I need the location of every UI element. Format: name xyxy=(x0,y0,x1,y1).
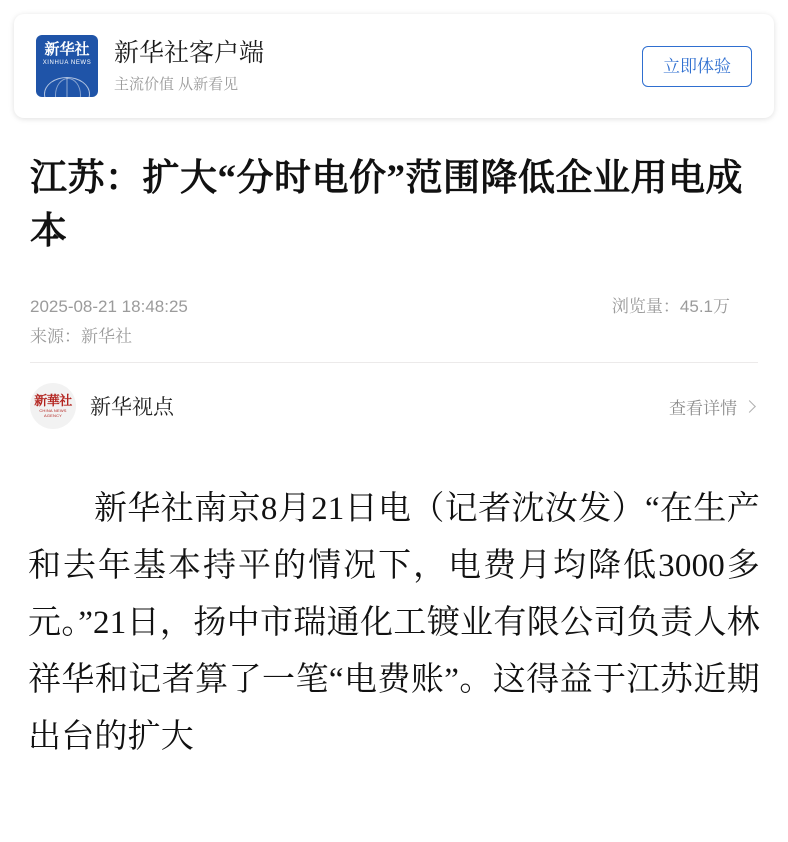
article-body xyxy=(28,481,760,766)
avatar-english-text: CHINA NEWS AGENCY xyxy=(39,408,67,418)
chevron-right-icon xyxy=(743,400,756,413)
views-label: 浏览量： xyxy=(611,297,680,316)
article-header xyxy=(0,118,788,363)
views-value: 45.1万 xyxy=(679,297,730,316)
globe-icon xyxy=(44,77,90,97)
logo-chinese-text: 新华社 xyxy=(44,41,90,58)
app-promo-banner[interactable] xyxy=(14,14,774,118)
logo-english-text: XINHUA NEWS xyxy=(42,60,92,66)
article-source xyxy=(30,322,188,352)
avatar xyxy=(30,383,76,429)
view-details-link[interactable] xyxy=(669,394,758,419)
article-meta-left xyxy=(30,292,188,352)
app-promo-texts xyxy=(114,37,642,95)
avatar-chinese-text: 新華社 xyxy=(34,393,72,408)
page-title: 江苏：扩大“分时电价”范围降低企业用电成本 xyxy=(30,158,743,252)
xinhua-logo-icon xyxy=(36,35,98,97)
article-meta xyxy=(30,292,758,356)
open-app-button[interactable]: 立即体验 xyxy=(642,46,752,87)
publish-timestamp: 2025-08-21 18:48:25 xyxy=(30,297,188,316)
source-label: 来源： xyxy=(30,327,81,346)
view-count xyxy=(612,292,730,322)
app-name: 新华社客户端 xyxy=(114,39,265,67)
publisher-name: 新华视点 xyxy=(90,396,174,419)
app-slogan: 主流价值 从新看见 xyxy=(114,76,239,93)
view-details-label: 查看详情 xyxy=(669,398,737,418)
body-paragraph: 新华社南京8月21日电（记者沈汝发）“在生产和去年基本持平的情况下，电费月均降低3000多元。”21日，扬中市瑞通化工镀业有限公司负责人林祥华和记者算了一笔“电费账”。这得益于江苏近期出台的扩大 xyxy=(28,491,760,755)
source-value: 新华社 xyxy=(81,327,132,346)
publisher-account-row[interactable] xyxy=(0,363,788,429)
